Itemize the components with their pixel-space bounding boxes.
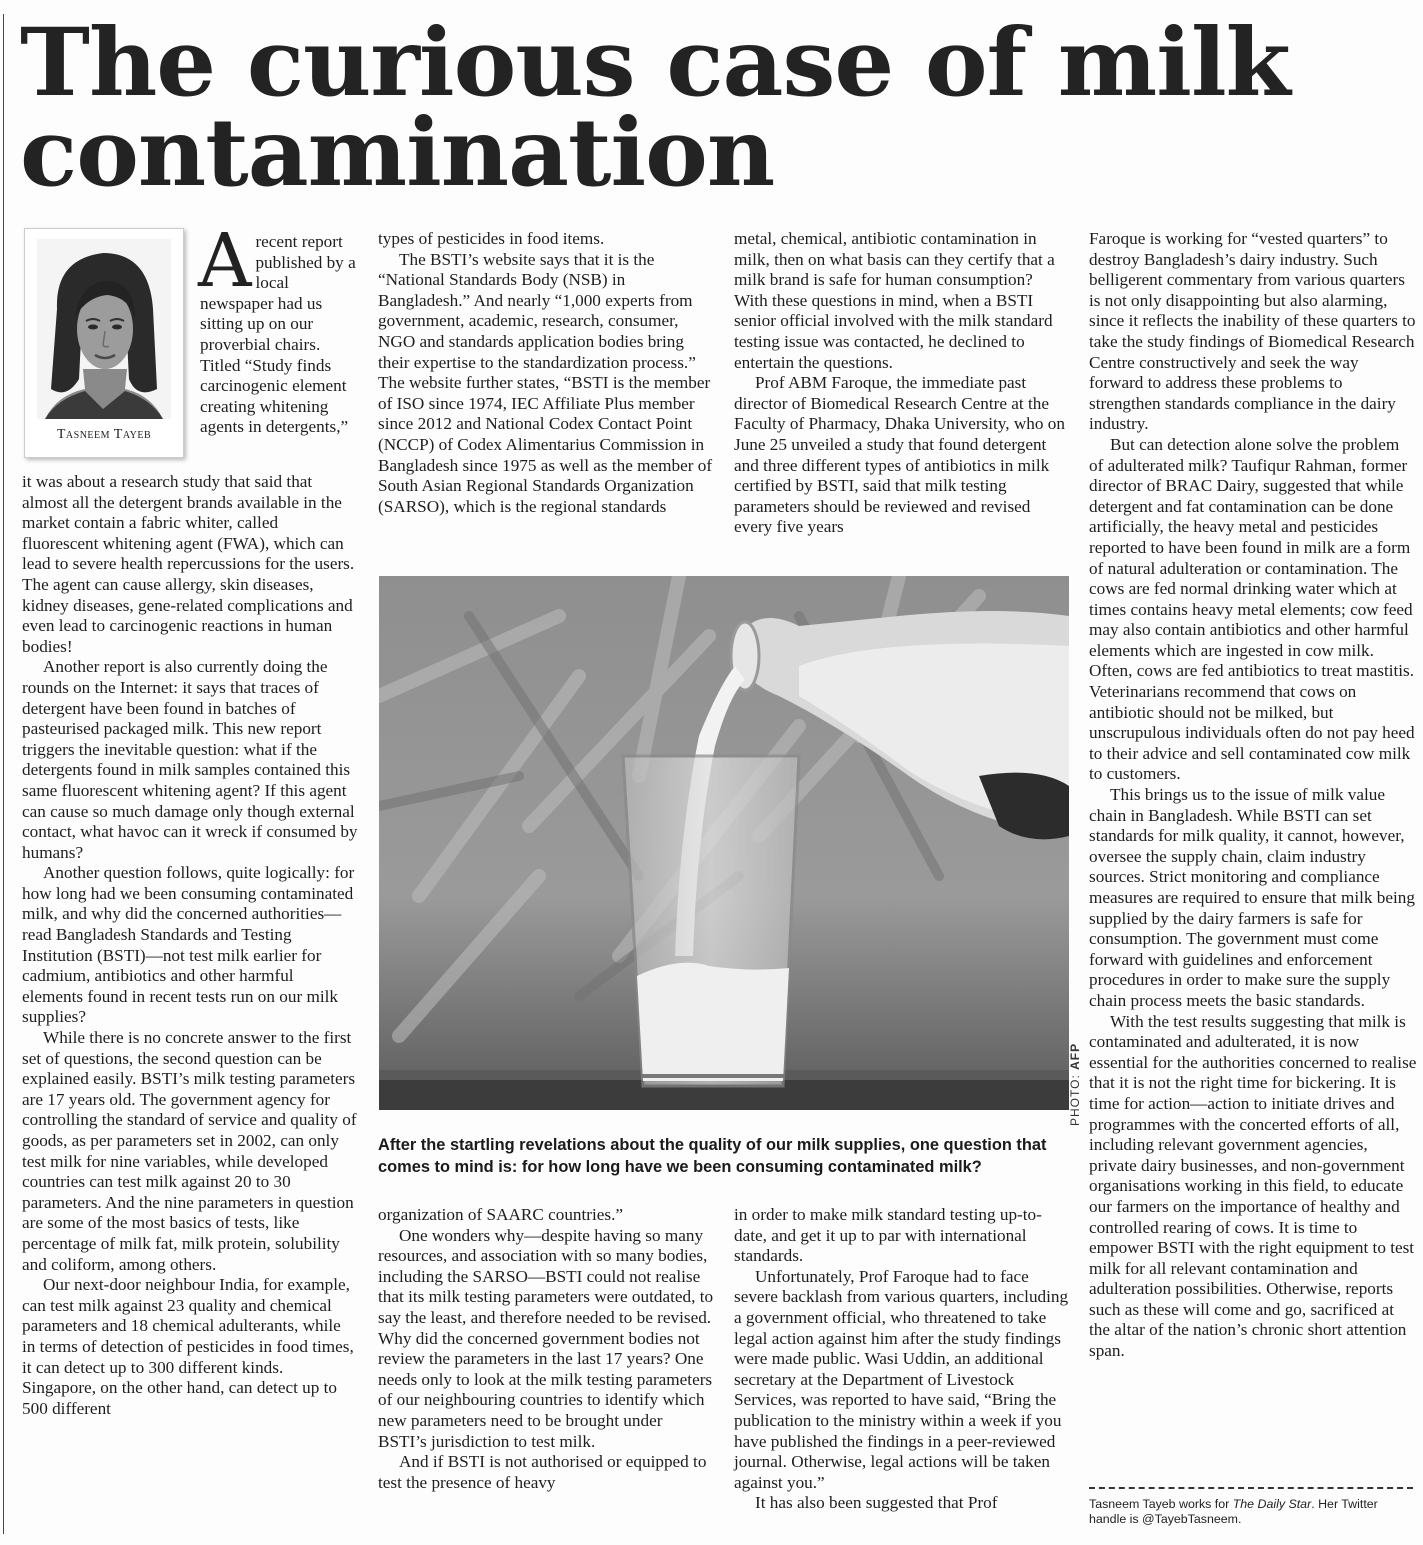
- drop-cap: A: [198, 218, 252, 304]
- milk-pouring-image: [379, 576, 1069, 1110]
- column-2-bottom: [378, 1205, 714, 1493]
- col4-paragraph: With the test results suggesting that milk is contaminated and adulterated, it is now essential for the authorities concerned to realise that it is not the right time for bickering. It is time for action—action to initiate drives and programmes with the concerted efforts of all, including relevant government agencies, private dairy businesses, and non-government organisations working in this field, to educate our farmers on the importance of healthy and controlled rearing of cows. It is time to empower BSTI with the right equipment to test milk for all relevant contamination and adulteration possibilities. Otherwise, reports such as these will come and go, sacrificed at the altar of the nation’s chronic short attention span.: [1089, 1011, 1417, 1361]
- column-3-top: [734, 229, 1070, 538]
- col1-paragraph: Another report is also currently doing the rounds on the Internet: it says that traces of detergent have been found in batches of pasteurised packaged milk. This new report triggers the inevitable question: what if the detergents found in milk samples contained this same fluorescent whitening agent? If this agent can cause so much damage only though external contact, what havoc can it wreck if consumed by humans?: [22, 657, 358, 862]
- footnote-post: . Her Twitter handle is @TayebTasneem.: [1089, 1497, 1378, 1526]
- column-4: [1089, 229, 1417, 1362]
- column-1: [22, 472, 358, 1419]
- footnote-publication: The Daily Star: [1232, 1497, 1312, 1511]
- col2-paragraph: types of pesticides in food items.: [378, 229, 605, 248]
- col1-paragraph: Our next-door neighbour India, for example, can test milk against 23 quality and chemical parameters and 18 chemical adulterants, while in terms of detection of pesticides in food times, it can detect up to 300 different kinds. Singapore, on the other hand, can detect up to 500 different: [22, 1275, 354, 1418]
- author-photo: [37, 239, 171, 419]
- footnote-pre: Tasneem Tayeb works for: [1089, 1497, 1233, 1511]
- col4-paragraph: Faroque is working for “vested quarters” to destroy Bangladesh’s dairy industry. Such belligerent commentary from various quarters is not only disappointing but also alarming, since it reflects the inability of these quarters to take the study findings of Biomedical Research Centre constructively and seek the way forward to address these problems to strengthen standards compliance in the dairy industry.: [1089, 229, 1416, 434]
- col3-paragraph: It has also been suggested that Prof: [755, 1493, 998, 1513]
- col3-paragraph: metal, chemical, antibiotic contamination in milk, then on what basis can they certify that a milk brand is safe for human consumption? With these questions in mind, when a BSTI senior official involved with the milk standard testing issue was contacted, he declined to entertain the questions.: [734, 229, 1055, 372]
- intro-text: recent report published by a local newspaper had us sitting up on our proverbial chairs. Titled “Study finds carcinogenic element creating whitening agents in detergents,”: [200, 232, 356, 437]
- col2-paragraph: organization of SAARC countries.”: [378, 1205, 624, 1224]
- column-3-bottom: [734, 1205, 1070, 1514]
- col4-paragraph: This brings us to the issue of milk value chain in Bangladesh. While BSTI can set standards for milk quality, it cannot, however, oversee the supply chain, claim industry sources. Strict monitoring and compliance measures are required to ensure that milk being supplied by the dairy farmers is safe for consumption. The government must come forward with guidelines and enforcement procedures in order to make sure the supply chain process meets the basic standards.: [1089, 785, 1415, 1010]
- column-rule: [3, 14, 4, 1534]
- col2-paragraph: And if BSTI is not authorised or equipped to test the presence of heavy: [378, 1452, 707, 1492]
- col1-paragraph: Another question follows, quite logically: for how long had we been consuming contaminated milk, and why did the concerned authorities—read Bangladesh Standards and Testing Institution (BSTI)—not test milk earlier for cadmium, antibiotics and other harmful elements found in recent tests run on our milk supplies?: [22, 863, 355, 1027]
- col2-paragraph: The BSTI’s website says that it is the “National Standards Body (NSB) in Bangladesh.” And nearly “1,000 experts from government, academic, research, consumer, NGO and standards application bodies bring their expertise to the standardization process.” The website further states, “BSTI is the member of ISO since 1974, IEC Affiliate Plus member since 2012 and National Codex Contact Point (NCCP) of Codex Alimentarius Commission in Bangladesh since 1975 as well as the member of South Asian Regional Standards Organization (SARSO), which is the regional standards: [378, 249, 713, 516]
- column-2-top: [378, 229, 714, 517]
- photo-credit-source: AFP: [1068, 1042, 1082, 1070]
- col1-paragraph: While there is no concrete answer to the first set of questions, the second question can be explained easily. BSTI’s milk testing parameters are 17 years old. The government agency for controlling the standard of service and quality of goods, as per parameters set in 2002, can only test milk for nine variables, while developed countries can test milk against 20 to 30 parameters. And the nine parameters in question are some of the most basics of tests, like percentage of milk fat, milk protein, solubility and coliform, among others.: [22, 1028, 357, 1274]
- intro-wrap: [198, 218, 360, 438]
- footnote-divider: [1089, 1487, 1413, 1489]
- col4-paragraph: But can detection alone solve the problem of adulterated milk? Taufiqur Rahman, former director of BRAC Dairy, suggested that while detergent and fat contamination can be done artificially, the heavy metal and pesticides reported to have been found in milk are a form of natural adulteration or contamination. The cows are fed normal drinking water which at times contains heavy metal elements; cow feed may also contain antibiotics and other harmful elements which are ingested in cow milk. Often, cows are fed antibiotics to treat mastitis. Veterinarians recommend that cows on antibiotic should not be milked, but unscrupulous individuals often do not pay heed to their advice and sell contaminated cow milk to customers.: [1089, 434, 1415, 784]
- col3-paragraph: Prof ABM Faroque, the immediate past director of Biomedical Research Centre at the Faculty of Pharmacy, Dhaka University, who on June 25 unveiled a study that found detergent and three different types of antibiotics in milk certified by BSTI, said that milk testing parameters should be reviewed and revised every five years: [734, 373, 1065, 537]
- author-byline: Tasneem Tayeb: [56, 427, 152, 442]
- author-footnote: [1089, 1497, 1417, 1527]
- headline: The curious case of milk contamination: [20, 8, 1290, 208]
- author-portrait-box: [24, 228, 184, 458]
- col2-paragraph: One wonders why—despite having so many resources, and association with so many bodies, including the SARSO—BSTI could not realise that its milk testing parameters were outdated, to say the least, and therefore needed to be revised. Why did the concerned government bodies not review the parameters in the last 17 years? One needs only to look at the milk testing parameters of our neighbouring countries to identify which new parameters need to be brought under BSTI’s jurisdiction to test milk.: [378, 1225, 714, 1451]
- col1-paragraph: it was about a research study that said that almost all the detergent brands available in the market contain a fabric whiter, called fluorescent whitening agent (FWA), which can lead to severe health repercussions for the users. The agent can cause allergy, skin diseases, kidney diseases, gene-related complications and even lead to carcinogenic reactions in human bodies!: [22, 472, 355, 656]
- photo-caption: After the startling revelations about the quality of our milk supplies, one question that comes to mind is: for how long have we been consuming contaminated milk?: [378, 1136, 1047, 1176]
- milk-photo: [379, 576, 1069, 1110]
- col3-paragraph: Unfortunately, Prof Faroque had to face severe backlash from various quarters, including a government official, who threatened to take legal action against him after the study findings were made public. Wasi Uddin, an additional secretary at the Department of Livestock Services, was reported to have said, “Bring the publication to the ministry within a week if you have published the findings in a peer-reviewed journal. Otherwise, legal actions will be taken against you.”: [734, 1266, 1069, 1492]
- photo-credit: [1068, 1043, 1082, 1126]
- col3-paragraph: in order to make milk standard testing up-to-date, and get it up to par with international standards.: [734, 1205, 1042, 1266]
- photo-credit-label: PHOTO:: [1068, 1074, 1082, 1126]
